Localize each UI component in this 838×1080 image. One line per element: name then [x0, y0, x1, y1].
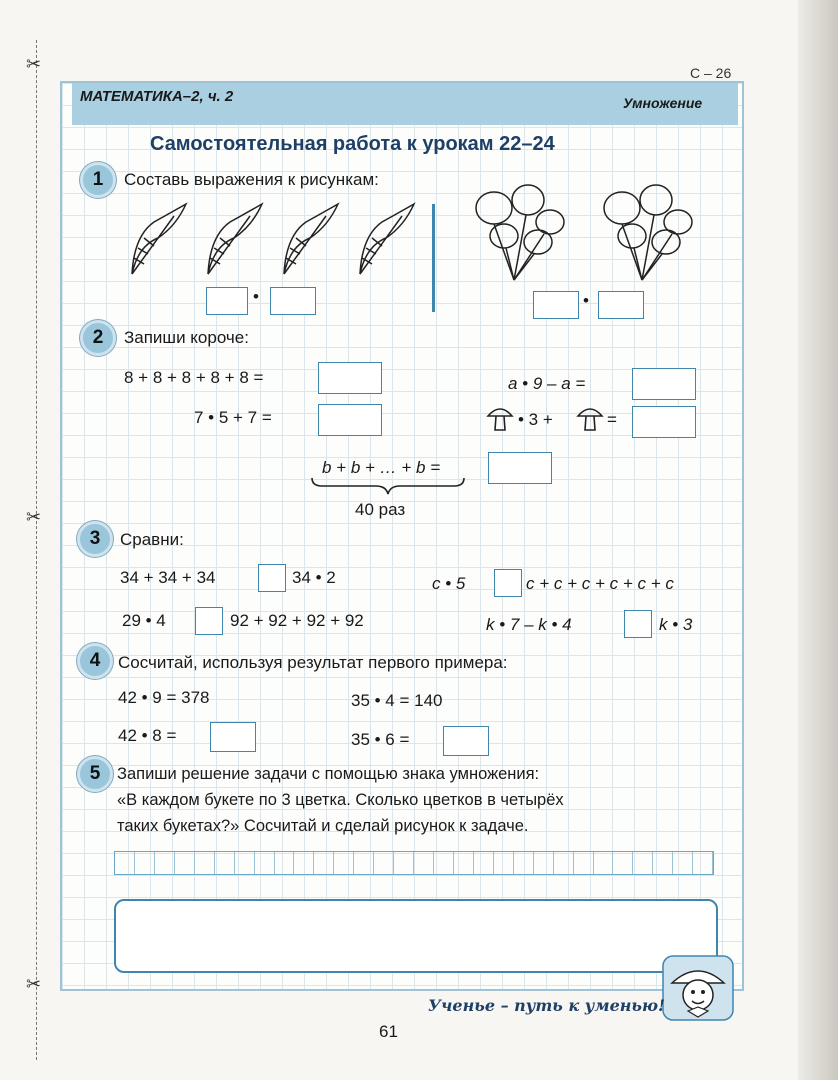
task-number-5: 5 [77, 756, 113, 792]
answer-box[interactable] [318, 404, 382, 436]
underbrace [310, 476, 466, 496]
answer-cells[interactable] [114, 851, 714, 875]
scissors-icon: ✂ [26, 974, 42, 994]
brace-label: 40 раз [355, 500, 406, 519]
answer-box[interactable] [598, 291, 644, 319]
compare-box[interactable] [494, 569, 522, 597]
page-number: 61 [379, 1022, 398, 1041]
answer-box[interactable] [632, 406, 696, 438]
boy-mascot-icon [662, 955, 734, 1021]
motto: Ученье – путь к уменью! [428, 996, 666, 1015]
answer-box[interactable] [488, 452, 552, 484]
expression: c • 5 [432, 574, 466, 593]
cut-line [36, 40, 37, 1060]
page-edge [798, 0, 838, 1080]
multiply-sign: • [253, 287, 259, 306]
expression: = [607, 410, 617, 429]
task4-text: Сосчитай, используя результат первого примера: [118, 653, 508, 672]
drawing-area[interactable] [114, 899, 718, 973]
leaf-icon [132, 204, 186, 274]
task5-line: Запиши решение задачи с помощью знака умножения: [117, 765, 540, 783]
answer-box[interactable] [443, 726, 489, 756]
expression: 8 + 8 + 8 + 8 + 8 = [124, 368, 264, 387]
leaf-icon [208, 204, 262, 274]
compare-box[interactable] [258, 564, 286, 592]
expression: 35 • 6 = [351, 730, 410, 749]
expression: 34 • 2 [292, 568, 336, 587]
mushroom-icon [576, 404, 604, 432]
expression: b + b + … + b = [322, 458, 441, 477]
answer-box[interactable] [270, 287, 316, 315]
answer-box[interactable] [318, 362, 382, 394]
topic-label: Умножение [623, 95, 703, 111]
expression: c + c + c + c + c + c [526, 574, 674, 593]
page-title: Самостоятельная работа к урокам 22–24 [150, 133, 555, 155]
task1-divider [432, 204, 435, 312]
leaf-icon [360, 204, 414, 274]
answer-box[interactable] [206, 287, 248, 315]
task3-text: Сравни: [120, 530, 184, 549]
expression: 34 + 34 + 34 [120, 568, 216, 587]
compare-box[interactable] [624, 610, 652, 638]
answer-box[interactable] [533, 291, 579, 319]
scissors-icon: ✂ [26, 54, 42, 74]
page-code: С – 26 [690, 65, 732, 81]
expression: 7 • 5 + 7 = [194, 408, 272, 427]
expression: 29 • 4 [122, 611, 166, 630]
multiply-sign: • [583, 291, 589, 310]
task5-line: таких букетах?» Сосчитай и сделай рисунок к задаче. [117, 817, 529, 835]
task2-text: Запиши короче: [124, 328, 249, 347]
expression: • 3 + [518, 410, 553, 429]
answer-box[interactable] [210, 722, 256, 752]
task-number-2: 2 [80, 320, 116, 356]
task-number-4: 4 [77, 643, 113, 679]
compare-box[interactable] [195, 607, 223, 635]
leaves-picture [124, 198, 424, 280]
scissors-icon: ✂ [26, 507, 42, 527]
balloons-picture [468, 180, 708, 285]
leaf-icon [284, 204, 338, 274]
subject-label: МАТЕМАТИКА–2, ч. 2 [80, 88, 234, 105]
task-number-1: 1 [80, 162, 116, 198]
expression: 35 • 4 = 140 [351, 691, 443, 710]
task-number-3: 3 [77, 521, 113, 557]
mushroom-icon [486, 404, 514, 432]
task1-text: Составь выражения к рисункам: [124, 170, 379, 189]
balloon-bunch-icon [476, 185, 564, 280]
balloon-bunch-icon [604, 185, 692, 280]
expression: a • 9 – a = [508, 374, 586, 393]
answer-box[interactable] [632, 368, 696, 400]
task5-line: «В каждом букете по 3 цветка. Сколько цветков в четырёх [117, 791, 564, 809]
expression: 42 • 9 = 378 [118, 688, 210, 707]
expression: 92 + 92 + 92 + 92 [230, 611, 364, 630]
expression: k • 3 [659, 615, 693, 634]
expression: k • 7 – k • 4 [486, 615, 572, 634]
expression: 42 • 8 = [118, 726, 177, 745]
